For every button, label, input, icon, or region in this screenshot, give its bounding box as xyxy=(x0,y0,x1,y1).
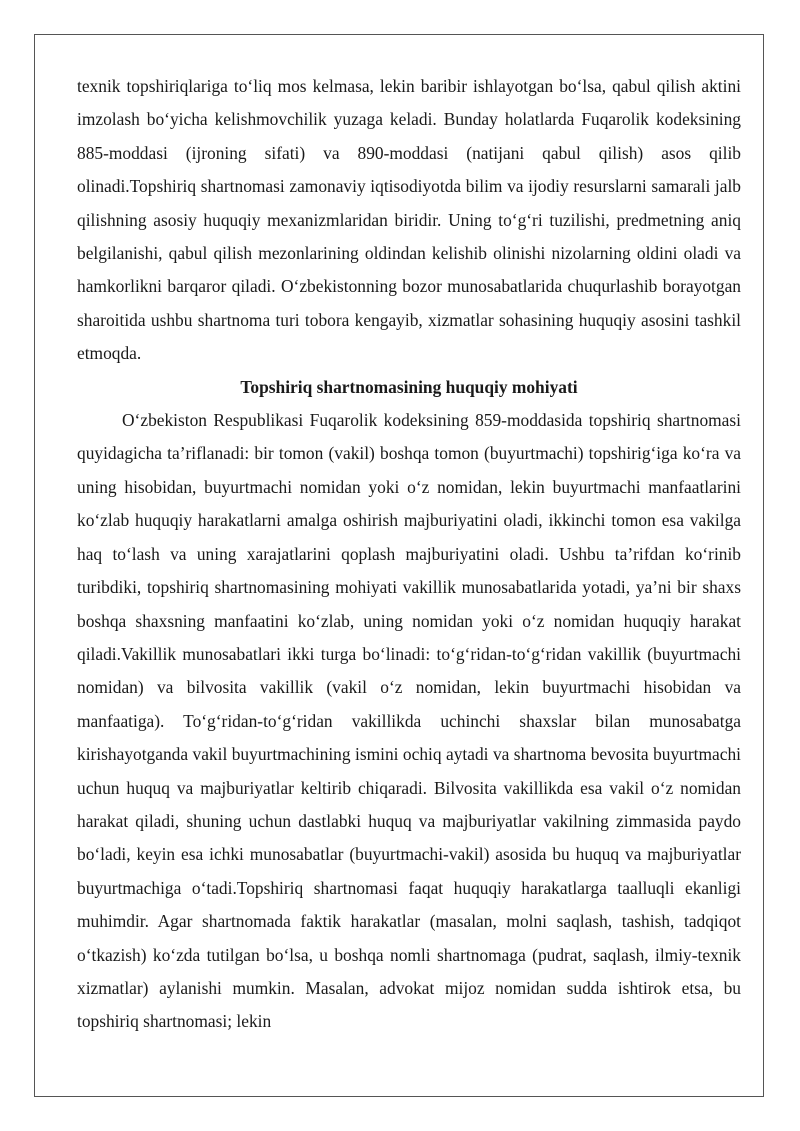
section-heading: Topshiriq shartnomasining huquqiy mohiyati xyxy=(240,376,578,397)
document-body xyxy=(77,70,741,1039)
paragraph-continuation: texnik topshiriqlariga to‘liq mos kelmasa, lekin baribir ishlayotgan bo‘lsa, qabul qilish aktini imzolash bo‘yicha kelishmovchilik yuzaga keladi. Bunday holatlarda Fuqarolik kodeksining 885-moddasi (ijroning sifati) va 890-moddasi (natijani qabul qilish) asos qilib olinadi.Topshiriq shartnomasi zamonaviy iqtisodiyotda bilim va ijodiy resurslarni samarali jalb qilishning asosiy huquqiy mexanizmlaridan biridir. Uning to‘g‘ri tuzilishi, predmetning aniq belgilanishi, qabul qilish mezonlarining oldindan kelishib olinishi nizolarning oldini oladi va hamkorlikni barqaror qiladi. O‘zbekistonning bozor munosabatlarida chuqurlashib borayotgan sharoitida ushbu shartnoma turi tobora kengayib, xizmatlar sohasining huquqiy asosini tashkil etmoqda. xyxy=(77,76,741,364)
paragraph-main: O‘zbekiston Respublikasi Fuqarolik kodeksining 859-moddasida topshiriq shartnomasi quyidagicha ta’riflanadi: bir tomon (vakil) boshqa tomon (buyurtmachi) topshirig‘iga ko‘ra va uning hisobidan, buyurtmachi nomidan yoki o‘z nomidan, lekin buyurtmachi manfaatlarini ko‘zlab huquqiy harakatlarni amalga oshirish majburiyatini oladi, ikkinchi tomon esa vakilga haq to‘lash va uning xarajatlarini qoplash majburiyatini oladi. Ushbu ta’rifdan ko‘rinib turibdiki, topshiriq shartnomasining mohiyati vakillik munosabatlarida yotadi, ya’ni bir shaxs boshqa shaxsning manfaatini ko‘zlab, uning nomidan yoki o‘z nomidan huquqiy harakat qiladi.Vakillik munosabatlari ikki turga bo‘linadi: to‘g‘ridan-to‘g‘ridan vakillik (buyurtmachi nomidan) va bilvosita vakillik (vakil o‘z nomidan, lekin buyurtmachi hisobidan va manfaatiga). To‘g‘ridan-to‘g‘ridan vakillikda uchinchi shaxslar bilan munosabatga kirishayotganda vakil buyurtmachining ismini ochiq aytadi va shartnoma bevosita buyurtmachi uchun huquq va majburiyatlar keltirib chiqaradi. Bilvosita vakillikda esa vakil o‘z nomidan harakat qiladi, shuning uchun dastlabki huquq va majburiyatlar vakilning zimmasida paydo bo‘ladi, keyin esa ichki munosabatlar (buyurtmachi-vakil) asosida bu huquq va majburiyatlar buyurtmachiga o‘tadi.Topshiriq shartnomasi faqat huquqiy harakatlarga taalluqli ekanligi muhimdir. Agar shartnomada faktik harakatlar (masalan, molni saqlash, tashish, tadqiqot o‘tkazish) ko‘zda tutilgan bo‘lsa, u boshqa nomli shartnomaga (pudrat, saqlash, ilmiy-texnik xizmatlar) aylanishi mumkin. Masalan, advokat mijoz nomidan sudda ishtirok etsa, bu topshiriq shartnomasi; lekin xyxy=(77,410,741,1032)
